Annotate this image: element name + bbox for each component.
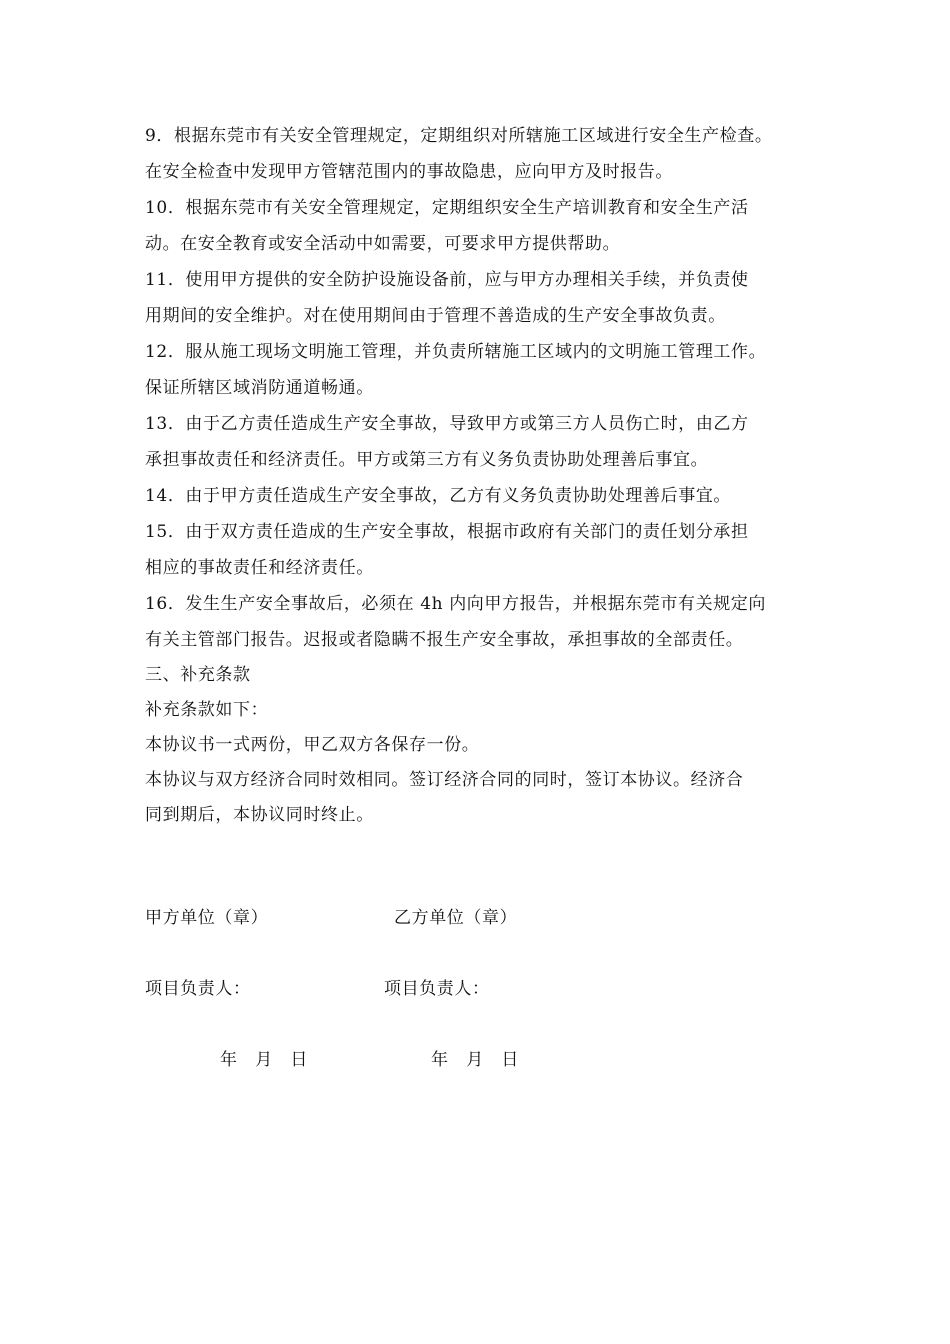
clause-9-line-1: 9．根据东莞市有关安全管理规定，定期组织对所辖施工区域进行安全生产检查。 bbox=[145, 126, 773, 146]
party-b-project-manager: 项目负责人： bbox=[384, 979, 490, 999]
clause-9-line-2: 在安全检查中发现甲方管辖范围内的事故隐患，应向甲方及时报告。 bbox=[145, 162, 673, 182]
copies-statement: 本协议书一式两份，甲乙双方各保存一份。 bbox=[145, 735, 480, 755]
clause-16-line-1: 16．发生生产安全事故后，必须在 4h 内向甲方报告，并根据东莞市有关规定向 bbox=[145, 594, 767, 614]
clause-12-line-2: 保证所辖区域消防通道畅通。 bbox=[145, 378, 374, 398]
clause-15-line-1: 15．由于双方责任造成的生产安全事故，根据市政府有关部门的责任划分承担 bbox=[145, 522, 749, 542]
clause-15-line-2: 相应的事故责任和经济责任。 bbox=[145, 558, 374, 578]
validity-statement-line-1: 本协议与双方经济合同时效相同。签订经济合同的同时，签订本协议。经济合 bbox=[145, 770, 744, 790]
clause-10-line-2: 动。在安全教育或安全活动中如需要，可要求甲方提供帮助。 bbox=[145, 234, 621, 254]
clause-10-line-1: 10．根据东莞市有关安全管理规定，定期组织安全生产培训教育和安全生产活 bbox=[145, 198, 749, 218]
party-a-project-manager: 项目负责人： bbox=[145, 979, 251, 999]
validity-statement-line-2: 同到期后，本协议同时终止。 bbox=[145, 805, 374, 825]
clause-11-line-1: 11．使用甲方提供的安全防护设施设备前，应与甲方办理相关手续，并负责使 bbox=[145, 270, 749, 290]
party-a-date: 年 月 日 bbox=[220, 1050, 308, 1070]
clause-12-line-1: 12．服从施工现场文明施工管理，并负责所辖施工区域内的文明施工管理工作。 bbox=[145, 342, 767, 362]
party-b-date: 年 月 日 bbox=[431, 1050, 519, 1070]
clause-13-line-1: 13．由于乙方责任造成生产安全事故，导致甲方或第三方人员伤亡时，由乙方 bbox=[145, 414, 749, 434]
clause-13-line-2: 承担事故责任和经济责任。甲方或第三方有义务负责协助处理善后事宜。 bbox=[145, 450, 709, 470]
party-b-unit-seal: 乙方单位（章） bbox=[394, 908, 518, 928]
clause-16-line-2: 有关主管部门报告。迟报或者隐瞒不报生产安全事故，承担事故的全部责任。 bbox=[145, 630, 744, 650]
section-3-heading: 三、补充条款 bbox=[145, 665, 251, 685]
clause-14-line-1: 14．由于甲方责任造成生产安全事故，乙方有义务负责协助处理善后事宜。 bbox=[145, 486, 732, 506]
party-a-unit-seal: 甲方单位（章） bbox=[145, 908, 269, 928]
supplementary-intro: 补充条款如下： bbox=[145, 700, 269, 720]
clause-11-line-2: 用期间的安全维护。对在使用期间由于管理不善造成的生产安全事故负责。 bbox=[145, 306, 726, 326]
